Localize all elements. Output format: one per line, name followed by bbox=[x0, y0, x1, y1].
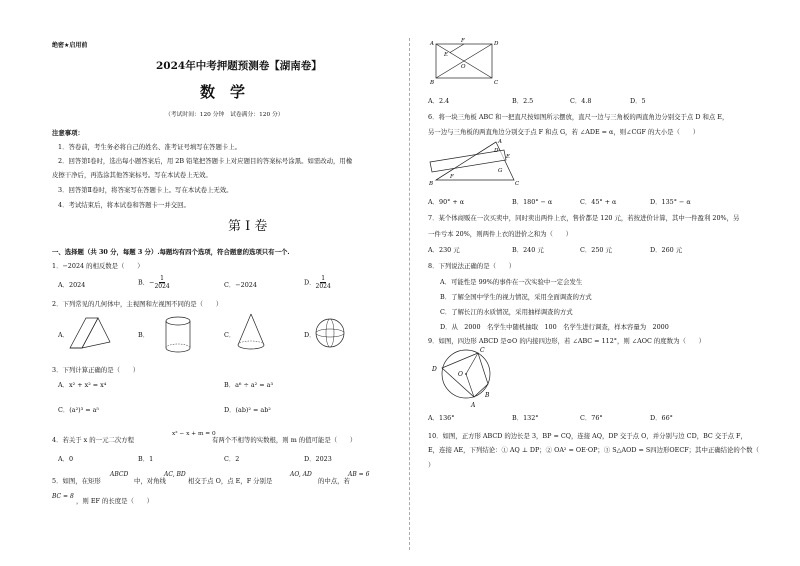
fig9-label-b: B bbox=[485, 392, 490, 399]
left-column bbox=[52, 0, 390, 566]
q2-label-c: C． bbox=[224, 331, 236, 339]
note-3: 3．回答第Ⅱ卷时，将答案写在答题卡上。写在本试卷上无效。 bbox=[58, 186, 233, 194]
q4-equation: x² − x + m = 0 bbox=[172, 431, 216, 437]
q6-option-c: C．45° + α bbox=[580, 198, 617, 206]
fig6-label-g: G bbox=[498, 168, 503, 174]
rectangle-abcd-figure bbox=[430, 40, 498, 86]
q4-stem-start: 4．若关于 x 的一元二次方程 bbox=[52, 436, 135, 444]
q4-option-a: A．0 bbox=[58, 455, 74, 463]
note-2-cont: 皮擦干净后，再选涂其他答案标号。写在本试卷上无效。 bbox=[52, 171, 212, 179]
fig6-label-b: B bbox=[429, 181, 434, 187]
note-1: 1．答卷前，考生务必将自己的姓名、准考证号填写在答题卡上。 bbox=[58, 143, 242, 151]
fig5-label-a: A bbox=[430, 41, 434, 47]
q9-option-c: C．76° bbox=[580, 414, 603, 422]
fig6-label-d: D bbox=[494, 148, 499, 154]
q2-label-a: A． bbox=[58, 331, 70, 339]
q8-option-b: B．了解全国中学生的视力情况，采用全面调查的方式 bbox=[440, 293, 592, 301]
cyclic-quadrilateral-figure bbox=[428, 344, 498, 410]
q3-option-a: A．x² + x² = x⁴ bbox=[58, 381, 107, 389]
q5-option-c: C．4.8 bbox=[570, 97, 592, 105]
right-column bbox=[428, 0, 778, 566]
q6-option-b: B．180° − α bbox=[512, 198, 553, 206]
column-divider bbox=[409, 38, 410, 550]
exam-info: （考试时间：120 分钟 试卷满分：120 分） bbox=[165, 112, 284, 118]
q9-stem: 9．如图，四边形 ABCD 是⊙O 的内接四边形，若 ∠ABC = 112°，则 ∠AOC 的度数为（ ） bbox=[428, 337, 706, 345]
q10-line3: ） bbox=[428, 461, 435, 469]
fig6-label-a: A bbox=[498, 139, 502, 145]
fig5-label-c: C bbox=[494, 80, 499, 86]
fig6-label-c: C bbox=[515, 181, 520, 187]
q5-line1-b: 中，对角线 bbox=[134, 477, 166, 485]
note-2: 2．回答第Ⅰ卷时，选出每小题答案后，用 2B 铅笔把答题卡上对应题目的答案标号涂黑。如需改动，用橡 bbox=[58, 157, 353, 165]
triangular-prism-figure bbox=[68, 314, 114, 352]
q5-line1-c: 相交于点 O，点 E，F 分别是 bbox=[188, 477, 273, 485]
fig9-label-c: C bbox=[480, 347, 485, 354]
q3-stem: 3．下列计算正确的是（ ） bbox=[52, 366, 140, 374]
q9-option-b: B．132° bbox=[512, 414, 539, 422]
q6-option-a: A．90° + α bbox=[428, 198, 465, 206]
q5-option-d: D．5 bbox=[630, 97, 646, 105]
fig6-label-f: F bbox=[450, 174, 454, 180]
q5-line2-b: ，则 EF 的长度是（ ） bbox=[76, 497, 154, 505]
q2-label-d: D． bbox=[304, 331, 316, 339]
q8-option-a: A．可能性是 99%的事件在一次实验中一定会发生 bbox=[440, 278, 583, 286]
q5-acbd: AC, BD bbox=[164, 471, 186, 478]
q4-option-b: B．1 bbox=[138, 455, 154, 463]
q7-option-c: C．250 元 bbox=[580, 246, 612, 254]
q4-option-c: C．2 bbox=[224, 455, 240, 463]
q3-option-b: B．a⁶ ÷ a² = a³ bbox=[224, 381, 274, 389]
q7-line2: 一件亏本 20%，则两件上衣的进价之和为（ ） bbox=[428, 230, 573, 238]
q1-option-c: C．−2024 bbox=[224, 281, 257, 289]
cone-figure bbox=[236, 312, 266, 352]
fig5-label-f: F bbox=[461, 38, 465, 44]
note-4: 4．考试结束后，将本试卷和答题卡一并交回。 bbox=[58, 201, 190, 209]
q2-label-b: B． bbox=[138, 331, 150, 339]
q1-option-d: D． $\frac{1}{2024}$ bbox=[304, 275, 331, 290]
q5-line1-a: 5．如图，在矩形 bbox=[52, 477, 101, 485]
triangle-ruler-figure bbox=[428, 138, 528, 186]
q8-option-d: D．从 2000 名学生中随机抽取 100 名学生进行调查，样本容量为 2000 bbox=[440, 323, 669, 331]
q1-option-b: B．− $\frac{1}{2024}$ bbox=[138, 275, 170, 290]
q5-option-b: B．2.5 bbox=[512, 97, 534, 105]
fig9-label-a: A bbox=[471, 402, 476, 409]
q8-option-c: C．了解长江的水质情况，采用抽样调查的方式 bbox=[440, 308, 573, 316]
part-title: 第 Ⅰ 卷 bbox=[228, 219, 268, 234]
fig5-label-e: E bbox=[444, 52, 449, 58]
q10-line1: 10．如图，正方形 ABCD 的边长是 3，BP = CQ，连接 AQ，DP 交于点 O，并分别与边 CD，BC 交于点 F， bbox=[428, 432, 747, 440]
fig5-label-b: B bbox=[430, 80, 435, 86]
fig5-label-o: O bbox=[461, 64, 466, 70]
q3-option-d: D．(ab)² = ab² bbox=[224, 406, 271, 414]
q9-option-d: D．66° bbox=[650, 414, 673, 422]
notes-heading: 注意事项： bbox=[52, 129, 84, 137]
q7-option-d: D．260 元 bbox=[650, 246, 683, 254]
q2-stem: 2．下列常见的几何体中，主视图和左视图不同的是（ ） bbox=[52, 300, 223, 308]
q1-stem: 1．−2024 的相反数是（ ） bbox=[52, 262, 144, 270]
cylinder-figure bbox=[164, 316, 194, 354]
q8-stem: 8．下列说法正确的是（ ） bbox=[428, 262, 516, 270]
q7-line1: 7．某个体商贩在一次买卖中，同时卖出两件上衣，售价都是 120 元，若按进价计算，其中一件盈利 20%，另 bbox=[428, 214, 740, 222]
fig9-label-d: D bbox=[432, 366, 437, 373]
q6-option-d: D．135° − α bbox=[650, 198, 691, 206]
exam-title: 2024年中考押题预测卷【湖南卷】 bbox=[156, 60, 322, 72]
q5-abcd: ABCD bbox=[110, 471, 129, 478]
q5-line1-d: 的中点，若 bbox=[318, 477, 350, 485]
q6-line1: 6．将一块三角板 ABC 和一把直尺按如图所示摆放，直尺一边与三角板的两直角边分别交于点 D 和点 E， bbox=[428, 113, 729, 121]
q7-option-a: A．230 元 bbox=[428, 246, 460, 254]
q5-bc8: BC = 8 bbox=[52, 493, 74, 500]
sphere-figure bbox=[314, 317, 348, 351]
q5-ab6: AB = 6 bbox=[348, 471, 370, 478]
q4-option-d: D．2023 bbox=[304, 455, 332, 463]
q9-option-a: A．136° bbox=[428, 414, 455, 422]
q4-stem-end: 有两个不相等的实数根，则 m 的值可能是（ ） bbox=[212, 436, 357, 444]
q7-option-b: B．240 元 bbox=[512, 246, 544, 254]
q6-line2: 另一边与三角板的两直角边分别交于点 F 和点 G，若 ∠ADE = α，则∠CGF 的大小是（ ） bbox=[428, 128, 700, 136]
fig9-label-o: O bbox=[458, 371, 463, 378]
fig5-label-d: D bbox=[494, 41, 499, 47]
q5-option-a: A．2.4 bbox=[428, 97, 450, 105]
q3-option-c: C．(a²)³ = a⁵ bbox=[58, 406, 99, 414]
subject-title: 数 学 bbox=[200, 83, 246, 101]
section-intro: 一、选择题（共 30 分，每题 3 分）.每题均有四个选项，符合题意的选项只有一个. bbox=[52, 248, 290, 256]
fig6-label-e: E bbox=[506, 154, 511, 160]
q5-aoad: AO, AD bbox=[290, 471, 312, 478]
secret-label: 绝密★启用前 bbox=[52, 42, 88, 49]
q10-line2: E，连接 AE，下列结论：① AQ ⊥ DP；② OA² = OE·OP；③ S△AOD = S四边形OECF；其中正确结论的个数（ bbox=[428, 446, 759, 454]
q1-option-a: A．2024 bbox=[58, 281, 86, 289]
